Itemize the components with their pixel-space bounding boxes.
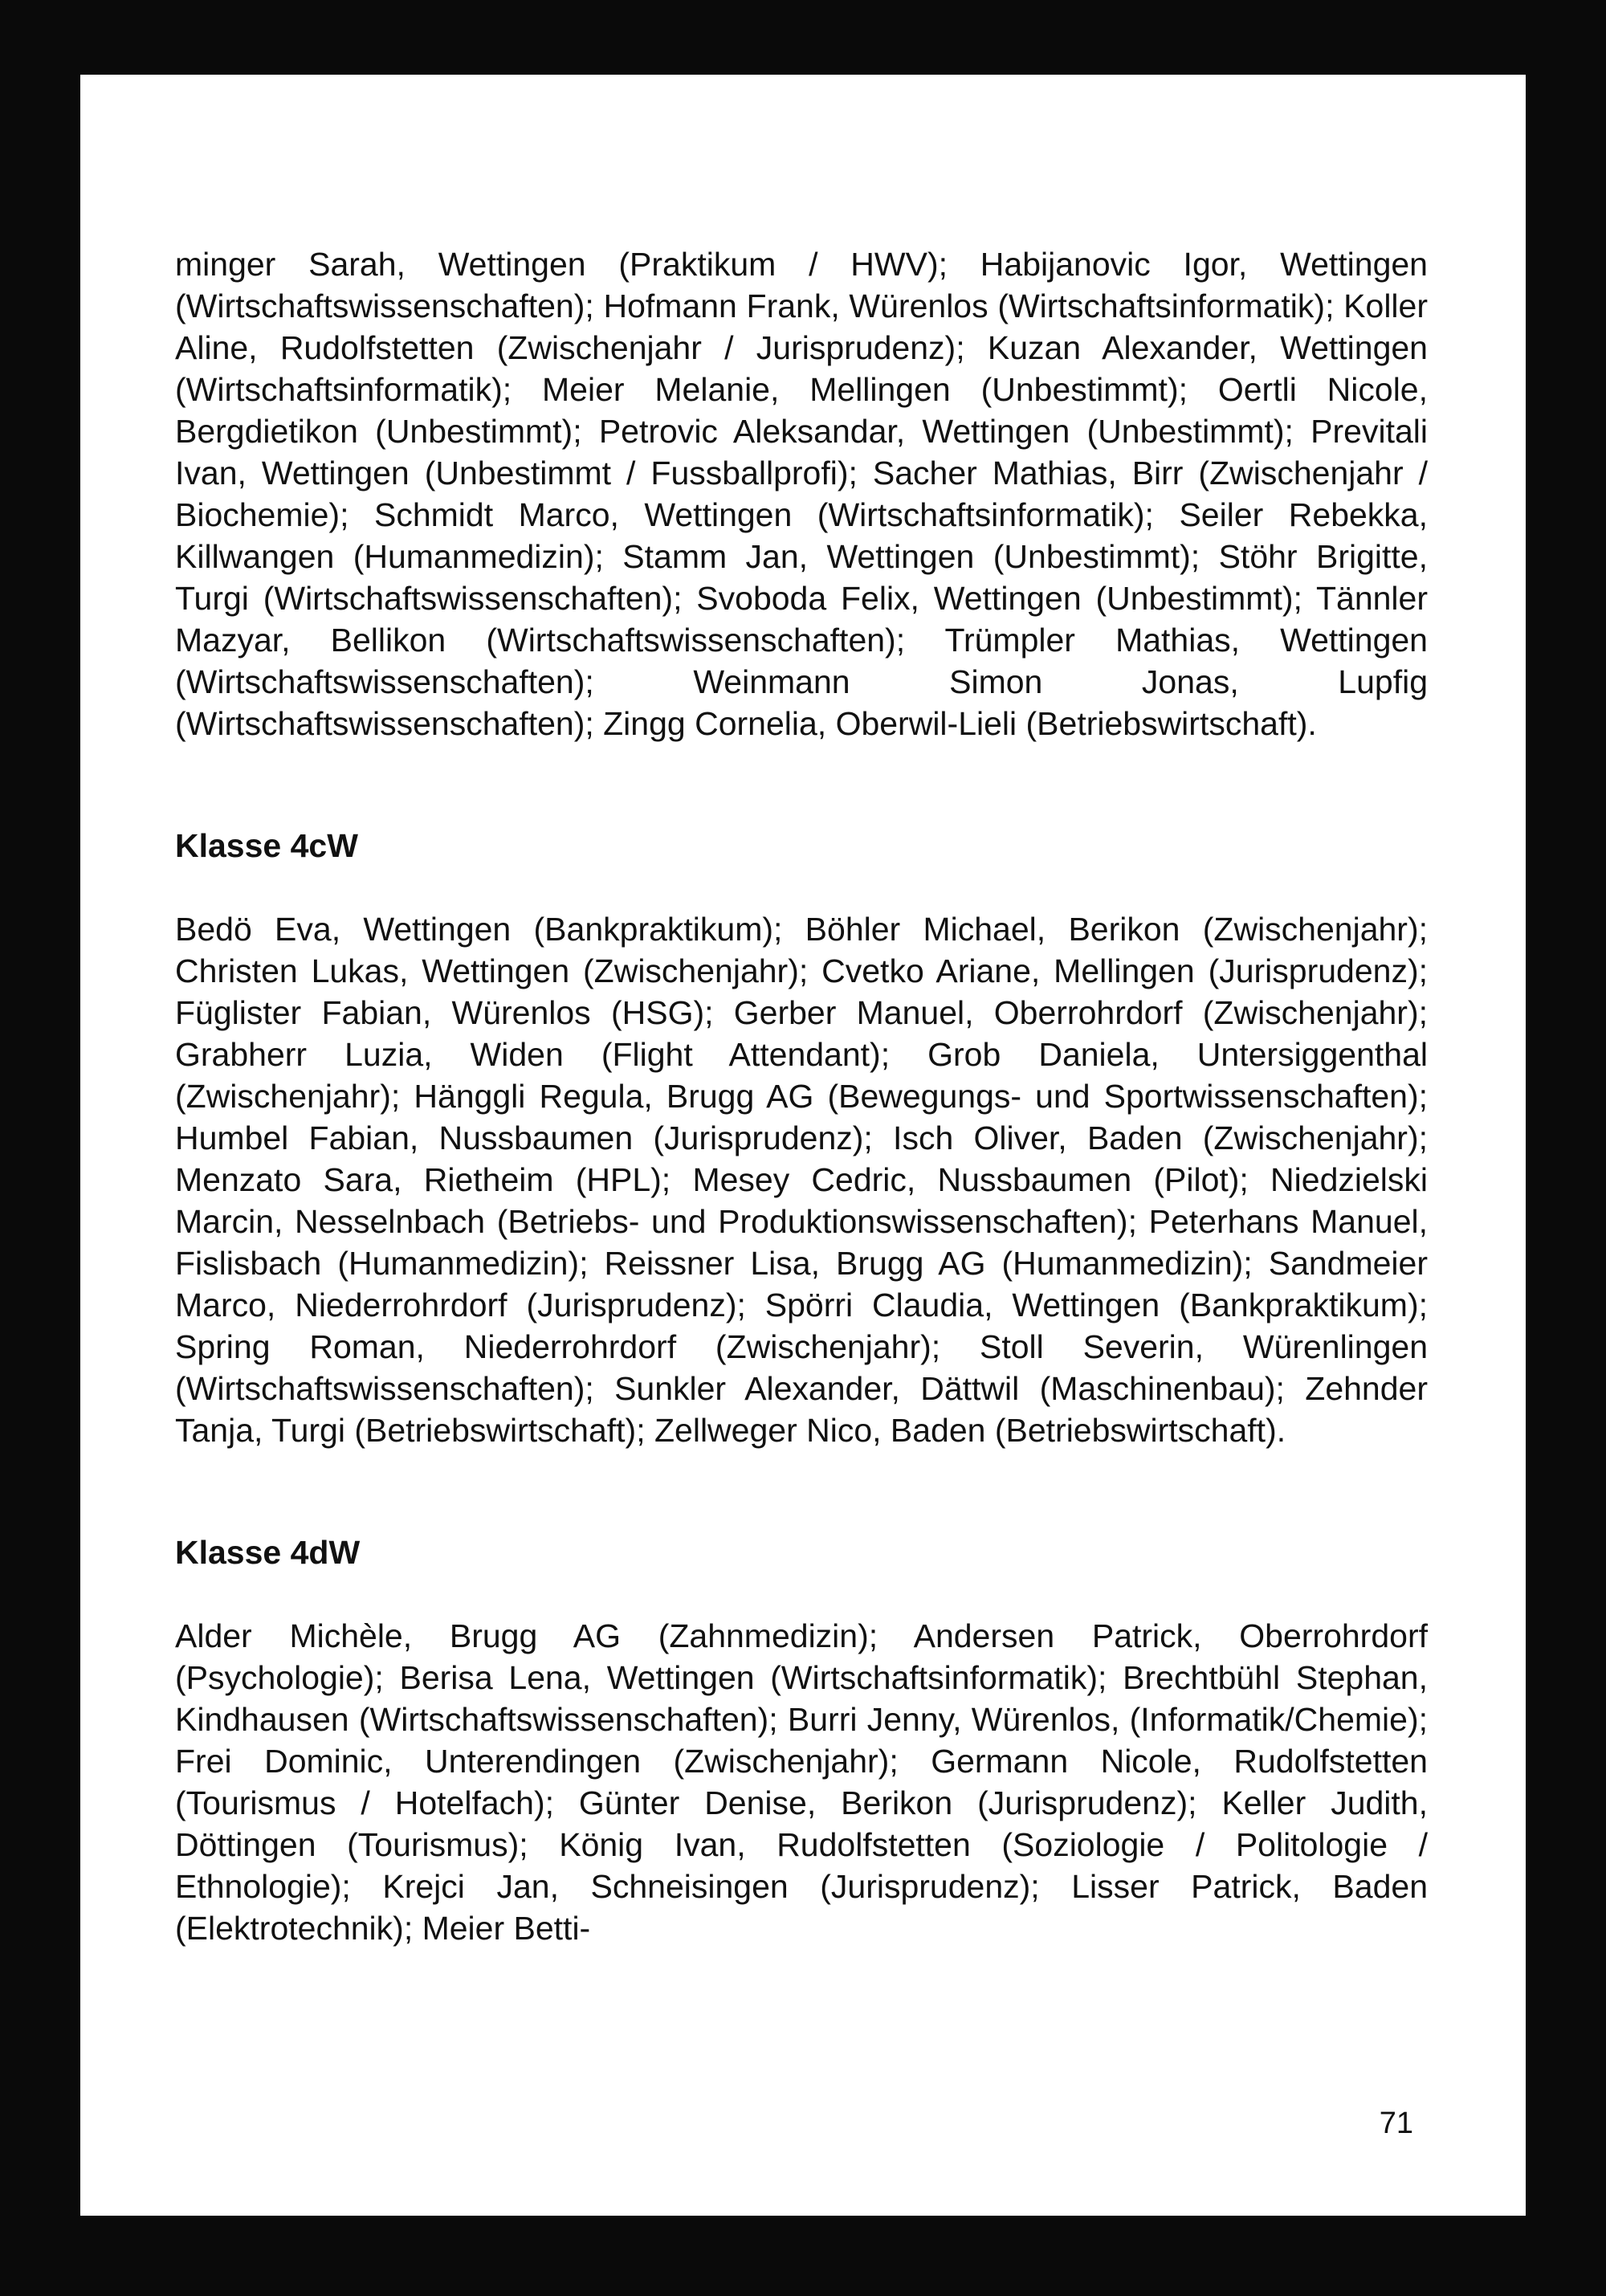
section-heading-4cw: Klasse 4cW: [175, 827, 358, 864]
section-body-4dw: Alder Michèle, Brugg AG (Zahnmedizin); Andersen Patrick, Oberrohrdorf (Psychologie); Berisa Lena, Wettingen (Wirtschaftsinformatik); Brechtbühl Stephan, Kindhausen (Wirtschaftswissenschaften); Burri Jenny, Würenlos, (Informatik/Chemie); Frei Dominic, Unterendingen (Zwischenjahr); Germann Nicole, Rudolfstetten (Tourismus / Hotelfach); Günter Denise, Berikon (Jurisprudenz); Keller Judith, Döttingen (Tourismus); König Ivan, Rudolfstetten (Soziologie / Politologie / Ethnologie); Krejci Jan, Schneisingen (Jurisprudenz); Lisser Patrick, Baden (Elektrotechnik); Meier Betti-: [175, 1617, 1428, 1947]
intro-paragraph: minger Sarah, Wettingen (Praktikum / HWV); Habijanovic Igor, Wettingen (Wirtschaftswissenschaften); Hofmann Frank, Würenlos (Wirtschaftsinformatik); Koller Aline, Rudolfstetten (Zwischenjahr / Jurisprudenz); Kuzan Alexander, Wettingen (Wirtschaftsinformatik); Meier Melanie, Mellingen (Unbestimmt); Oertli Nicole, Bergdietikon (Unbestimmt); Petrovic Aleksandar, Wettingen (Unbestimmt); Previtali Ivan, Wettingen (Unbestimmt / Fussballprofi); Sacher Mathias, Birr (Zwischenjahr / Biochemie); Schmidt Marco, Wettingen (Wirtschaftsinformatik); Seiler Rebekka, Killwangen (Humanmedizin); Stamm Jan, Wettingen (Unbestimmt); Stöhr Brigitte, Turgi (Wirtschaftswissenschaften); Svoboda Felix, Wettingen (Unbestimmt); Tännler Mazyar, Bellikon (Wirtschaftswissenschaften); Trümpler Mathias, Wettingen (Wirtschaftswissenschaften); Weinmann Simon Jonas, Lupfig (Wirtschaftswissenschaften); Zingg Cornelia, Oberwil-Lieli (Betriebswirtschaft).: [175, 246, 1428, 742]
page-content: [175, 243, 1428, 1949]
document-page: [80, 75, 1526, 2216]
section-body-4cw: Bedö Eva, Wettingen (Bankpraktikum); Böhler Michael, Berikon (Zwischenjahr); Christen Lukas, Wettingen (Zwischenjahr); Cvetko Ariane, Mellingen (Jurisprudenz); Füglister Fabian, Würenlos (HSG); Gerber Manuel, Oberrohrdorf (Zwischenjahr); Grabherr Luzia, Widen (Flight Attendant); Grob Daniela, Untersiggenthal (Zwischenjahr); Hänggli Regula, Brugg AG (Bewegungs- und Sportwissenschaften); Humbel Fabian, Nussbaumen (Jurisprudenz); Isch Oliver, Baden (Zwischenjahr); Menzato Sara, Rietheim (HPL); Mesey Cedric, Nussbaumen (Pilot); Niedzielski Marcin, Nesselnbach (Betriebs- und Produktionswissenschaften); Peterhans Manuel, Fislisbach (Humanmedizin); Reissner Lisa, Brugg AG (Humanmedizin); Sandmeier Marco, Niederrohrdorf (Jurisprudenz); Spörri Claudia, Wettingen (Bankpraktikum); Spring Roman, Niederrohrdorf (Zwischenjahr); Stoll Severin, Würenlingen (Wirtschaftswissenschaften); Sunkler Alexander, Dättwil (Maschinenbau); Zehnder Tanja, Turgi (Betriebswirtschaft); Zellweger Nico, Baden (Betriebswirtschaft).: [175, 911, 1428, 1449]
page-number: 71: [1379, 2106, 1413, 2140]
section-heading-4dw: Klasse 4dW: [175, 1534, 361, 1571]
